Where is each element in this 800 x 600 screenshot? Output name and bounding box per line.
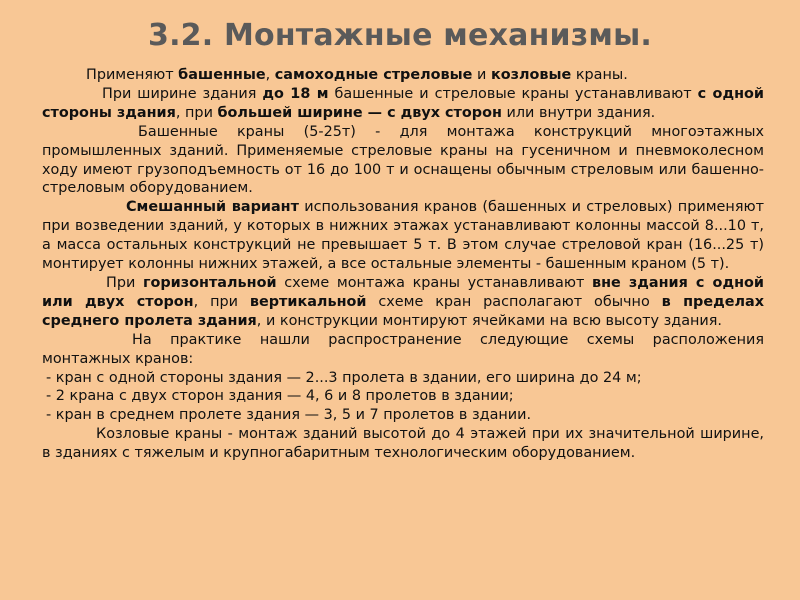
bold-term-self-propelled: самоходные стреловые (274, 67, 473, 83)
paragraph-gantry-cranes: Козловые краны - монтаж зданий высотой до 4 этажей при их значительной ширине, в зданиях с тяжелым и крупногабаритным технологическим оборудованием. (42, 426, 764, 462)
bold-term-middle-span: в пределах среднего пролета здания (42, 293, 764, 329)
text-run: башенные и стреловые краны устанавливают (328, 85, 698, 102)
text-run: , и конструкции монтируют ячейками на всю высоту здания. (256, 312, 723, 329)
text-run: или внутри здания. (501, 104, 656, 121)
bold-term-horizontal: горизонтальной (142, 274, 277, 291)
text-run: Применяют (86, 67, 179, 83)
bold-term-gantry: козловые (490, 67, 572, 83)
paragraph-tower-cranes: Башенные краны (5-25т) - для монтажа конструкций многоэтажных промышленных зданий. Применяемые стреловые краны на гусеничном и пневмоколесном ходу имеют грузоподъемность от 16 до 100 т и оснащены обычным стреловым или башенно-стреловым оборудованием. (42, 123, 764, 197)
text-run: , при (193, 293, 250, 310)
bold-term-mixed: Смешанный вариант (126, 199, 299, 216)
list-item: - кран в среднем пролете здания — 3, 5 и 7 пролетов в здании. (46, 407, 532, 424)
paragraph-mixed-variant (42, 198, 764, 274)
paragraph-schemes (42, 274, 764, 331)
text-run: При ширине здания (102, 85, 263, 102)
list-item: - кран с одной стороны здания — 2...3 пролета в здании, его ширина до 24 м; (46, 369, 642, 386)
text-run: схеме монтажа краны устанавливают (276, 274, 592, 291)
text-run: , (265, 67, 275, 83)
text-run: При (106, 274, 143, 291)
text-run: , при (175, 104, 218, 121)
paragraph-practice: На практике нашли распространение следующие схемы расположения монтажных кранов: (42, 331, 764, 367)
paragraph-building-width (42, 85, 764, 123)
bold-term-width: до 18 м (262, 85, 329, 102)
bold-term-two-sides: большей ширине — с двух сторон (217, 104, 502, 121)
list-item: - 2 крана с двух сторон здания — 4, 6 и 8 пролетов в здании; (46, 388, 514, 405)
text-run: и (472, 67, 491, 83)
text-run: схеме кран располагают обычно (366, 293, 662, 310)
bold-term-tower: башенные (178, 67, 266, 83)
text-run: использования кранов (башенных и стреловых) применяют при возведении зданий, у которых в нижних этажах устанавливают колонны массой 8...10 т, а масса остальных конструкций не превышает 5 т. В этом случае стреловой кран (16...25 т) монтирует колонны нижних этажей, а все остальные элементы - башенным краном (5 т). (42, 199, 764, 273)
paragraph-crane-types (42, 66, 764, 85)
slide-body (42, 66, 764, 463)
text-run: краны. (571, 67, 628, 83)
slide-title: 3.2. Монтажные механизмы. (148, 18, 652, 53)
bold-term-one-side: с одной стороны здания (42, 85, 764, 121)
bold-term-vertical: вертикальной (249, 293, 367, 310)
bold-term-outside: вне здания с одной или двух сторон (42, 274, 764, 310)
